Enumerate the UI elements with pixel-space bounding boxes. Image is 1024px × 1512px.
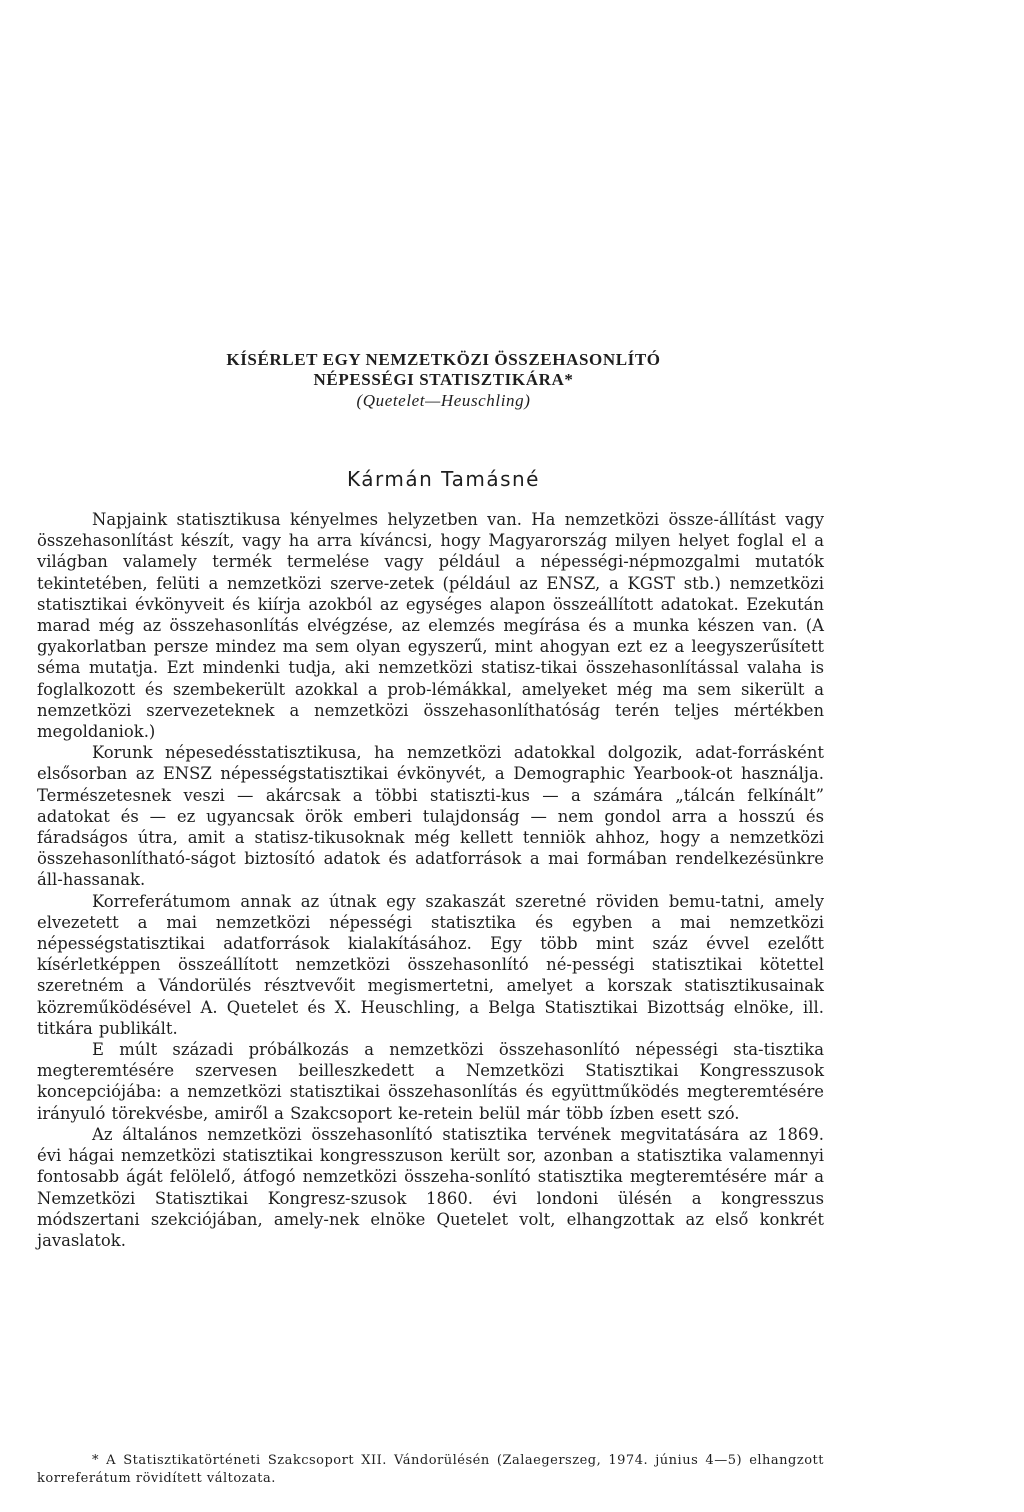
article-title [37,350,824,390]
author-name: Kármán Tamásné [347,467,540,491]
body-paragraph: Korreferátumom annak az útnak egy szakaszát szeretné röviden bemu-tatni, amely elvezetett a mai nemzetközi népességi statisztika és egyben a mai nemzetközi népességstatisztikai adatforrások kialakításához. Egy több mint száz évvel ezelőtt kísérletképpen összeállított nemzetközi összehasonlító né-pességi statisztikai kötettel szeretném a Vándorülés résztvevőit megismertetni, amelyet a korszak statisztikusainak közreműködésével A. Quetelet és X. Heuschling, a Belga Statisztikai Bizottság elnöke, ill. titkára publikált. [37,891,824,1038]
document-page [37,350,824,1486]
body-paragraph: Az általános nemzetközi összehasonlító statisztika tervének megvitatására az 1869. évi hágai nemzetközi statisztikai kongresszuson került sor, azonban a statisztika valamennyi fontosabb ágát felölelő, átfogó nemzetközi összeha-sonlító statisztika megteremtésére már a Nemzetközi Statisztikai Kongresz-szusok 1860. évi londoni ülésén a kongresszus módszertani szekciójában, amely-nek elnöke Quetelet volt, elhangzottak az első konkrét javaslatok. [37,1124,824,1250]
title-line-2: NÉPESSÉGI STATISZTIKÁRA* [313,370,574,389]
article-body [37,509,824,1251]
body-paragraph: E múlt századi próbálkozás a nemzetközi összehasonlító népességi sta-tisztika megteremtésére szervesen beilleszkedett a Nemzetközi Statisztikai Kongresszusok koncepciójába: a nemzetközi statisztikai összehasonlítás és együttműködés megteremtésére irányuló törekvésbe, amiről a Szakcsoport ke-retein belül már több ízben esett szó. [37,1040,824,1123]
body-paragraph: Napjaink statisztikusa kényelmes helyzetben van. Ha nemzetközi össze-állítást vagy összehasonlítást készít, vagy ha arra kíváncsi, hogy Magyarország milyen helyet foglal el a világban valamely termék termelése vagy például a népességi-népmozgalmi mutatók tekintetében, felüti a nemzetközi szerve-zetek (például az ENSZ, a KGST stb.) nemzetközi statisztikai évkönyveit és kiírja azokból az egységes alapon összeállított adatokat. Ezekután marad még az összehasonlítás elvégzése, az elemzés megírása és a munka készen van. (A gyakorlatban persze mindez ma sem olyan egyszerű, mint ahogyan ezt ez a leegyszerűsített séma mutatja. Ezt mindenki tudja, aki nemzetközi statisz-tikai összehasonlítással valaha is foglalkozott és szembekerült azokkal a prob-lémákkal, amelyeket még ma sem sikerült a nemzetközi szervezeteknek a nemzetközi összehasonlíthatóság terén teljes mértékben megoldaniok.) [37,510,824,742]
footnote: * A Statisztikatörténeti Szakcsoport XII. Vándorülésén (Zalaegerszeg, 1974. június 4—5) elhangzott korreferátum rövidített változata. [37,1453,824,1486]
article-subtitle: (Quetelet—Heuschling) [356,391,531,410]
body-paragraph: Korunk népesedésstatisztikusa, ha nemzetközi adatokkal dolgozik, adat-forrásként elsősorban az ENSZ népességstatisztikai évkönyvét, a Demographic Yearbook-ot használja. Természetesnek veszi — akárcsak a többi statiszti-kus — a számára „tálcán felkínált” adatokat és — ez ugyancsak örök emberi tulajdonság — nem gondol arra a hosszú és fáradságos útra, amit a statisz-tikusoknak még kellett tenniök ahhoz, hogy a nemzetközi összehasonlítható-ságot biztosító adatok és adatforrások a mai formában rendelkezésünkre áll-hassanak. [37,743,824,890]
title-line-1: KÍSÉRLET EGY NEMZETKÖZI ÖSSZEHASONLÍTÓ [226,350,661,369]
